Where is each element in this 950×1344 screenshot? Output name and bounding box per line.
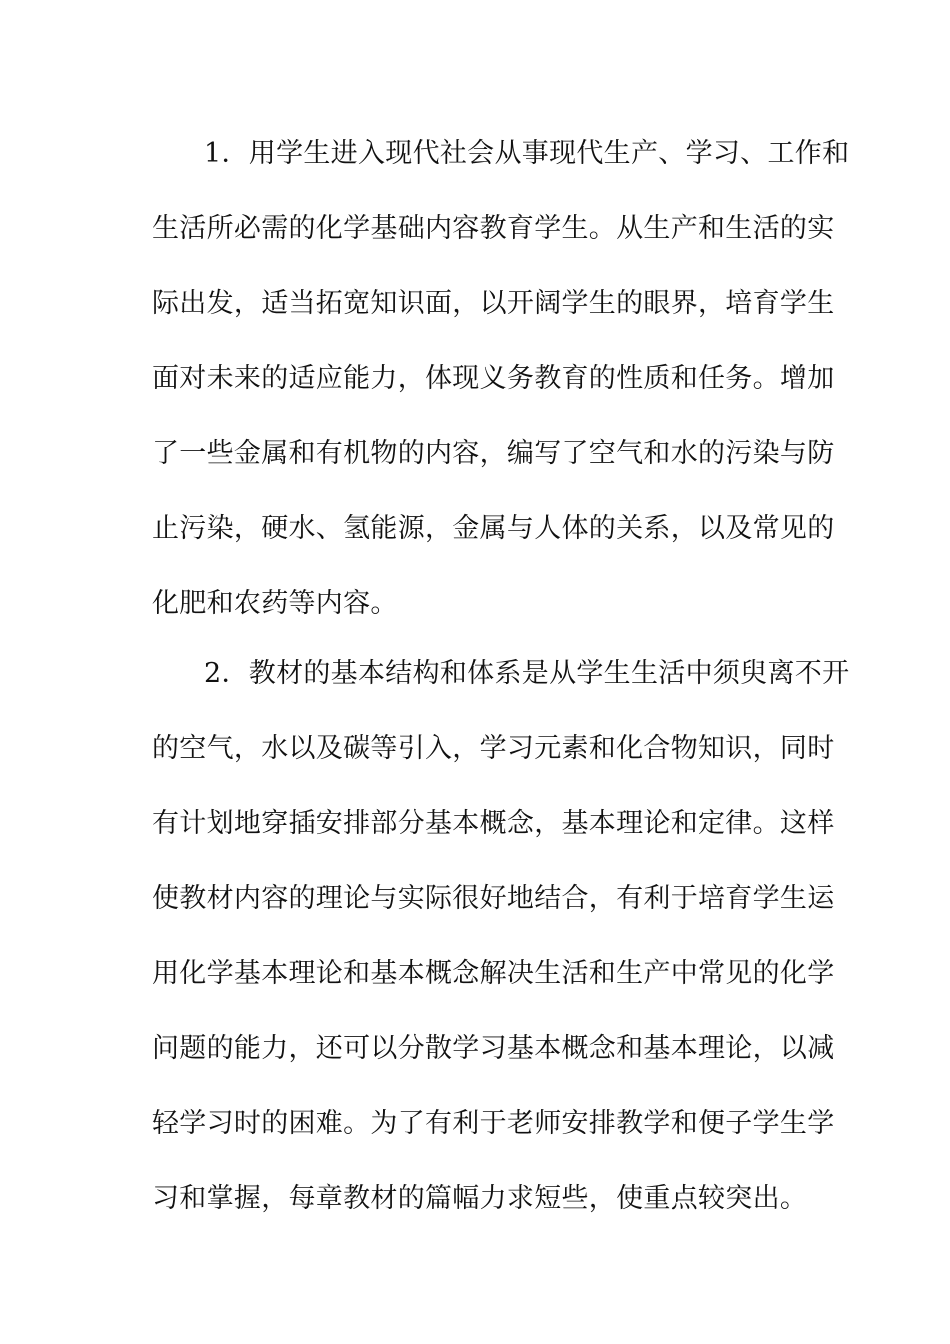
text-line: 面对未来的适应能力，体现义务教育的性质和任务。增加 (152, 363, 835, 394)
text-line: 了一些金属和有机物的内容，编写了空气和水的污染与防 (152, 438, 835, 469)
text-line: 生活所必需的化学基础内容教育学生。从生产和生活的实 (152, 213, 835, 244)
text-line: 有计划地穿插安排部分基本概念，基本理论和定律。这样 (152, 808, 835, 839)
text-line: 的空气，水以及碳等引入，学习元素和化合物知识，同时 (152, 733, 835, 764)
text-line: 1．用学生进入现代社会从事现代生产、学习、工作和 (204, 138, 850, 169)
text-line: 际出发，适当拓宽知识面，以开阔学生的眼界，培育学生 (152, 288, 835, 319)
text-line: 化肥和农药等内容。 (152, 588, 398, 619)
text-line: 习和掌握，每章教材的篇幅力求短些，使重点较突出。 (152, 1183, 808, 1214)
text-line: 用化学基本理论和基本概念解决生活和生产中常见的化学 (152, 958, 835, 989)
text-line: 2．教材的基本结构和体系是从学生生活中须臾离不开 (204, 658, 850, 689)
text-line: 轻学习时的困难。为了有利于老师安排教学和便子学生学 (152, 1108, 835, 1139)
text-line: 问题的能力，还可以分散学习基本概念和基本理论，以减 (152, 1033, 835, 1064)
text-line: 止污染，硬水、氢能源，金属与人体的关系，以及常见的 (152, 513, 835, 544)
text-line: 使教材内容的理论与实际很好地结合，有利于培育学生运 (152, 883, 835, 914)
